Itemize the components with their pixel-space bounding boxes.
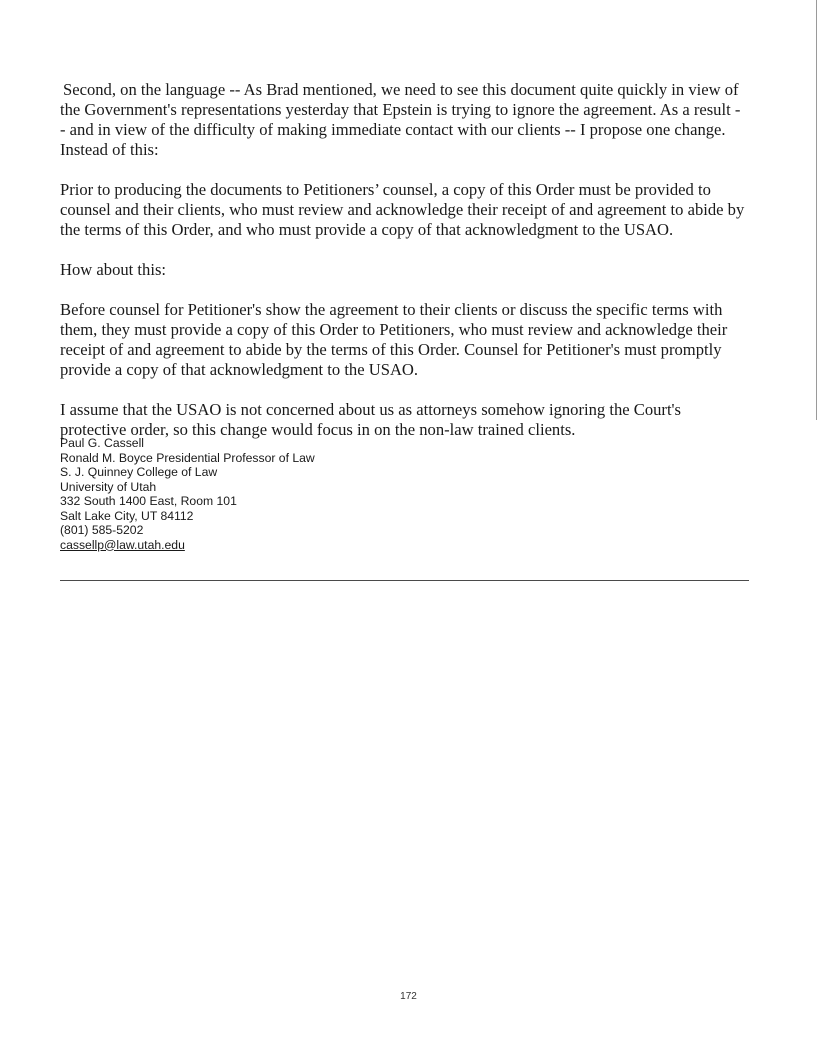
signature-block — [60, 436, 460, 552]
letter-body — [60, 80, 760, 460]
signature-title: Ronald M. Boyce Presidential Professor of Law — [60, 450, 315, 465]
signature-university: University of Utah — [60, 479, 157, 494]
horizontal-divider — [60, 580, 749, 581]
paragraph-proposed-order-text: Before counsel for Petitioner's show the agreement to their clients or discuss the specific terms with them, they must provide a copy of this Order to Petitioners, who must review and acknowledge their receipt of and agreement to abide by the terms of this Order. Counsel for Petitioner's must promptly provide a copy of that acknowledgment to the USAO. — [60, 300, 728, 379]
paragraph-usao-assumption: I assume that the USAO is not concerned about us as attorneys somehow ignoring the Court's protective order, so this change would focus in on the non-law trained clients. — [60, 400, 682, 439]
signature-name: Paul G. Cassell — [60, 436, 144, 450]
paragraph-how-about-this: How about this: — [60, 260, 167, 279]
paragraph-language-change: Second, on the language -- As Brad mentioned, we need to see this document quite quickly in view of the Government's representations yesterday that Epstein is trying to ignore the agreement. As a result - - and in view of the difficulty of making immediate contact with our clients -- I propose one change. Instead of this: — [60, 80, 741, 159]
page-number: 172 — [400, 991, 417, 1002]
signature-city: Salt Lake City, UT 84112 — [60, 508, 194, 523]
signature-email-link[interactable]: cassellp@law.utah.edu — [60, 537, 185, 552]
signature-school: S. J. Quinney College of Law — [60, 465, 218, 479]
signature-phone: (801) 585-5202 — [60, 523, 144, 537]
signature-street: 332 South 1400 East, Room 101 — [60, 494, 237, 508]
paragraph-original-order-text: Prior to producing the documents to Petitioners’ counsel, a copy of this Order must be provided to counsel and their clients, who must review and acknowledge their receipt of and agreement to abide by the terms of this Order, and who must provide a copy of that acknowledgment to the USAO. — [60, 180, 745, 239]
